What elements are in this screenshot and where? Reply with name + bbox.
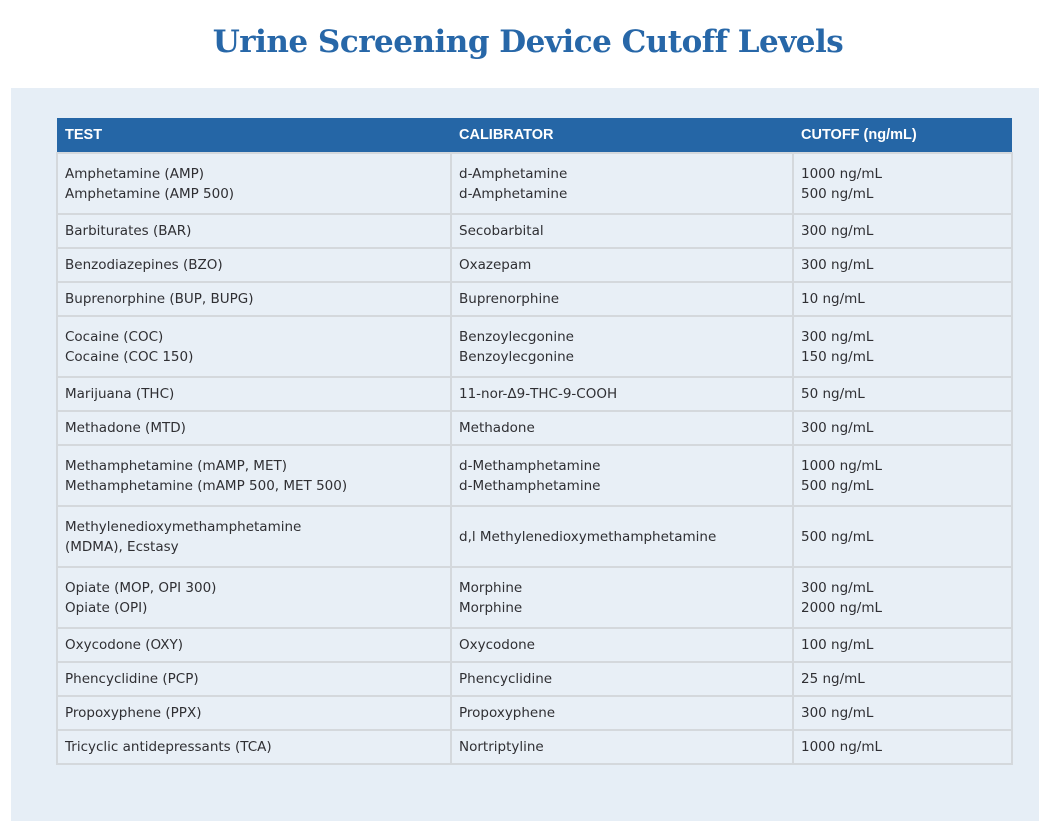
- table-row: [57, 662, 1012, 696]
- cell-calibrator: [451, 411, 793, 445]
- header-cutoff: CUTOFF (ng/mL): [793, 118, 1012, 153]
- cell-calibrator: [451, 248, 793, 282]
- cell-cutoff: [793, 445, 1012, 506]
- cutoff-text: 300 ng/mL: [801, 328, 874, 345]
- cell-calibrator: [451, 282, 793, 316]
- test-text: Amphetamine (AMP 500): [65, 185, 235, 202]
- test-text: Opiate (MOP, OPI 300): [65, 579, 217, 596]
- cell-test: [57, 628, 451, 662]
- test-text: Barbiturates (BAR): [65, 223, 192, 239]
- test-text: Propoxyphene (PPX): [65, 705, 202, 721]
- cell-calibrator: [451, 662, 793, 696]
- cell-test: [57, 730, 451, 764]
- cell-test: [57, 316, 451, 377]
- table-row: [57, 316, 1012, 377]
- calibrator-text: d-Amphetamine: [459, 165, 568, 182]
- cell-test: [57, 411, 451, 445]
- cell-test: [57, 248, 451, 282]
- table-row: [57, 411, 1012, 445]
- test-text: Methylenedioxymethamphetamine: [65, 518, 302, 535]
- cell-cutoff: [793, 153, 1012, 214]
- test-text: Phencyclidine (PCP): [65, 671, 199, 687]
- cell-test: [57, 445, 451, 506]
- header-test: TEST: [57, 118, 451, 153]
- calibrator-text: d-Methamphetamine: [459, 457, 601, 474]
- cell-calibrator: [451, 696, 793, 730]
- test-text: Tricyclic antidepressants (TCA): [65, 739, 272, 755]
- cutoff-text: 100 ng/mL: [801, 637, 874, 653]
- test-text: Amphetamine (AMP): [65, 165, 204, 182]
- cell-cutoff: [793, 696, 1012, 730]
- table-row: [57, 248, 1012, 282]
- cutoff-text: 300 ng/mL: [801, 257, 874, 273]
- cell-test: [57, 153, 451, 214]
- cutoff-text: 25 ng/mL: [801, 671, 865, 687]
- cell-calibrator: [451, 445, 793, 506]
- cell-calibrator: [451, 506, 793, 567]
- test-text: Benzodiazepines (BZO): [65, 257, 223, 273]
- cutoff-text: 300 ng/mL: [801, 705, 874, 721]
- cell-calibrator: [451, 316, 793, 377]
- table-row: [57, 282, 1012, 316]
- calibrator-text: d,l Methylenedioxymethamphetamine: [459, 528, 717, 545]
- cell-calibrator: [451, 153, 793, 214]
- calibrator-text: Benzoylecgonine: [459, 348, 574, 365]
- table-row: [57, 506, 1012, 567]
- cell-test: [57, 282, 451, 316]
- cutoff-text: 500 ng/mL: [801, 528, 874, 545]
- cell-cutoff: [793, 316, 1012, 377]
- calibrator-text: Oxazepam: [459, 257, 532, 273]
- test-text: Cocaine (COC 150): [65, 348, 194, 365]
- calibrator-text: Oxycodone: [459, 637, 535, 653]
- calibrator-text: Phencyclidine: [459, 671, 553, 687]
- cutoff-table: [56, 118, 1013, 765]
- test-text: Methamphetamine (mAMP 500, MET 500): [65, 477, 348, 494]
- cell-calibrator: [451, 377, 793, 411]
- cutoff-text: 1000 ng/mL: [801, 739, 882, 755]
- cell-cutoff: [793, 730, 1012, 764]
- cell-cutoff: [793, 411, 1012, 445]
- calibrator-text: Nortriptyline: [459, 739, 544, 755]
- test-text: (MDMA), Ecstasy: [65, 538, 179, 555]
- cutoff-text: 300 ng/mL: [801, 223, 874, 239]
- page-title: Urine Screening Device Cutoff Levels: [212, 24, 844, 60]
- test-text: Cocaine (COC): [65, 328, 164, 345]
- cutoff-text: 50 ng/mL: [801, 386, 865, 402]
- cutoff-text: 300 ng/mL: [801, 420, 874, 436]
- cell-calibrator: [451, 214, 793, 248]
- calibrator-text: 11-nor-Δ9-THC-9-COOH: [459, 386, 618, 402]
- table-row: [57, 696, 1012, 730]
- test-text: Opiate (OPI): [65, 599, 148, 616]
- cutoff-text: 500 ng/mL: [801, 185, 874, 202]
- cell-calibrator: [451, 730, 793, 764]
- calibrator-text: Morphine: [459, 579, 523, 596]
- calibrator-text: Propoxyphene: [459, 705, 556, 721]
- header-calibrator: CALIBRATOR: [451, 118, 793, 153]
- cutoff-text: 300 ng/mL: [801, 579, 874, 596]
- calibrator-text: Methadone: [459, 420, 535, 436]
- table-header-row: [57, 118, 1012, 153]
- cell-cutoff: [793, 248, 1012, 282]
- cell-test: [57, 506, 451, 567]
- table-row: [57, 377, 1012, 411]
- test-text: Methadone (MTD): [65, 420, 186, 436]
- table-row: [57, 730, 1012, 764]
- table-row: [57, 445, 1012, 506]
- cell-cutoff: [793, 282, 1012, 316]
- test-text: Marijuana (THC): [65, 386, 175, 402]
- table-row: [57, 567, 1012, 628]
- test-text: Buprenorphine (BUP, BUPG): [65, 291, 254, 307]
- cutoff-text: 1000 ng/mL: [801, 165, 882, 182]
- cell-cutoff: [793, 662, 1012, 696]
- calibrator-text: d-Amphetamine: [459, 185, 568, 202]
- cell-cutoff: [793, 628, 1012, 662]
- cell-cutoff: [793, 567, 1012, 628]
- calibrator-text: Morphine: [459, 599, 523, 616]
- table-row: [57, 153, 1012, 214]
- cell-test: [57, 662, 451, 696]
- calibrator-text: Benzoylecgonine: [459, 328, 574, 345]
- cell-cutoff: [793, 214, 1012, 248]
- cutoff-text: 10 ng/mL: [801, 291, 865, 307]
- calibrator-text: d-Methamphetamine: [459, 477, 601, 494]
- cutoff-text: 500 ng/mL: [801, 477, 874, 494]
- calibrator-text: Secobarbital: [459, 223, 544, 239]
- cell-calibrator: [451, 628, 793, 662]
- cell-test: [57, 377, 451, 411]
- cell-calibrator: [451, 567, 793, 628]
- cell-test: [57, 214, 451, 248]
- cutoff-text: 1000 ng/mL: [801, 457, 882, 474]
- cell-cutoff: [793, 377, 1012, 411]
- test-text: Oxycodone (OXY): [65, 637, 184, 653]
- calibrator-text: Buprenorphine: [459, 291, 560, 307]
- table-row: [57, 628, 1012, 662]
- cell-cutoff: [793, 506, 1012, 567]
- cutoff-text: 150 ng/mL: [801, 348, 874, 365]
- cell-test: [57, 567, 451, 628]
- cutoff-text: 2000 ng/mL: [801, 599, 882, 616]
- table-row: [57, 214, 1012, 248]
- cell-test: [57, 696, 451, 730]
- test-text: Methamphetamine (mAMP, MET): [65, 457, 287, 474]
